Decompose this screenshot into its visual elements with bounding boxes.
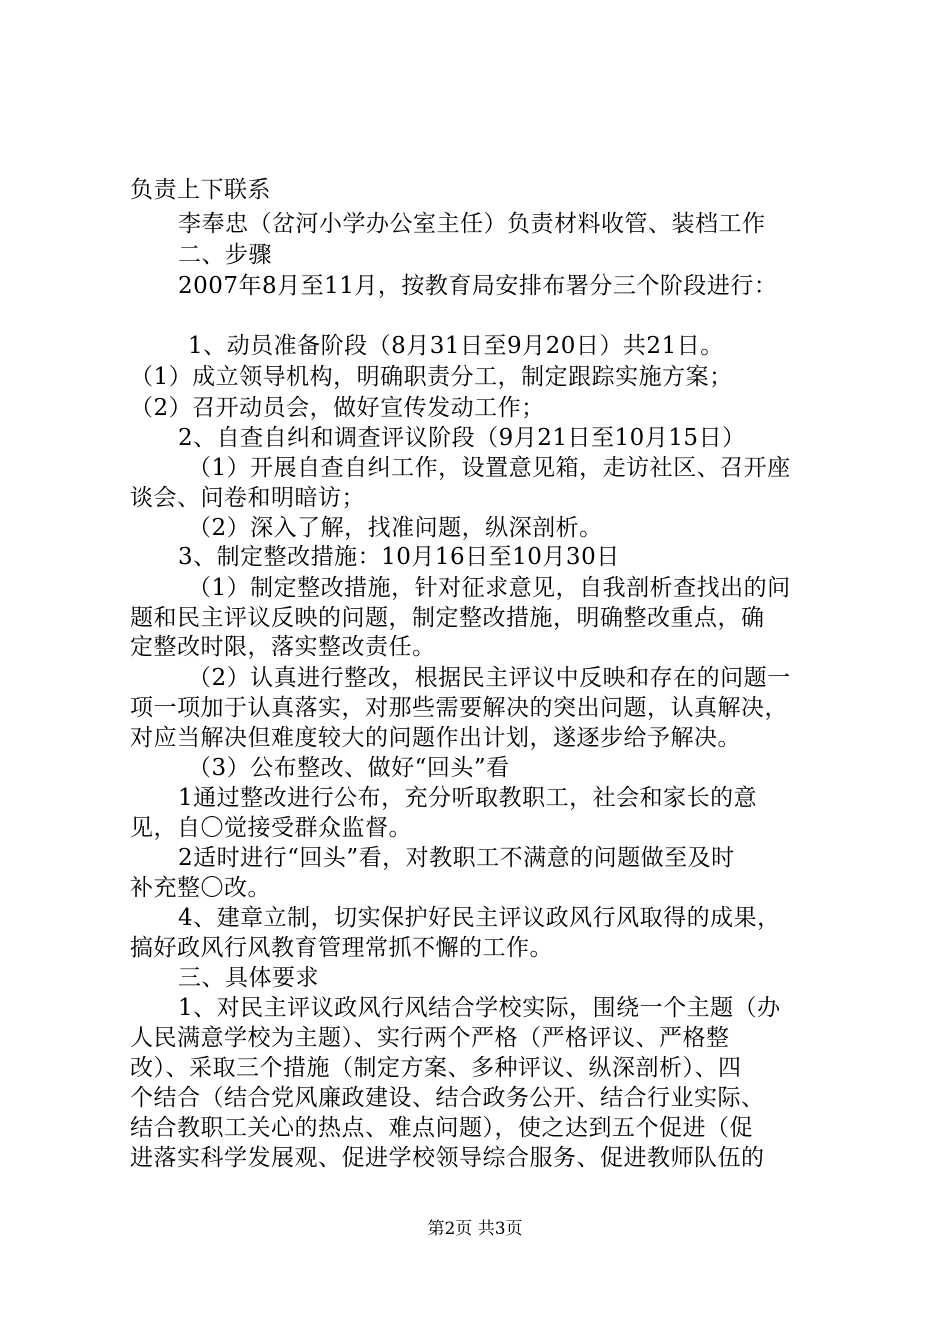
text-line: 搞好政风行风教育管理常抓不懈的工作。 <box>130 935 553 961</box>
text-line: 补充整〇改。 <box>130 875 271 901</box>
text-line: 1通过整改进行公布，充分听取教职工，社会和家长的意 <box>178 785 758 811</box>
text-line: 负责上下联系 <box>130 177 271 203</box>
text-line: 见，自〇觉接受群众监督。 <box>130 815 412 841</box>
text-line: 1、动员准备阶段（8月31日至9月20日）共21日。 <box>188 333 724 359</box>
text-line: 对应当解决但难度较大的问题作出计划，遂逐步给予解决。 <box>130 725 741 751</box>
text-line: （1）成立领导机构，明确职责分工，制定跟踪实施方案； <box>130 364 733 390</box>
text-line: （2）召开动员会，做好宣传发动工作； <box>130 395 545 421</box>
text-line: 1、对民主评议政风行风结合学校实际，围绕一个主题（办 <box>178 995 781 1021</box>
text-line: 2适时进行“回头”看，对教职工不满意的问题做至及时 <box>178 845 735 871</box>
text-line: 题和民主评议反映的问题，制定整改措施，明确整改重点，确 <box>130 605 765 631</box>
text-line: 人民满意学校为主题）、实行两个严格（严格评议、严格整 <box>130 1025 730 1051</box>
section-heading: 二、步骤 <box>178 242 272 268</box>
text-line: 定整改时限，落实整改责任。 <box>130 634 436 660</box>
text-line: 李奉忠（岔河小学办公室主任）负责材料收管、装档工作 <box>178 211 766 237</box>
section-heading: 三、具体要求 <box>178 965 319 991</box>
text-line: 改）、采取三个措施（制定方案、多种评议、纵深剖析）、四 <box>130 1055 742 1081</box>
text-line: （3）公布整改、做好“回头”看 <box>188 755 510 781</box>
text-line: 4、建章立制，切实保护好民主评议政风行风取得的成果， <box>178 905 781 931</box>
text-line: 2、自查自纠和调查评议阶段（9月21日至10月15日） <box>178 425 746 451</box>
text-line: 个结合（结合党风廉政建设、结合政务公开、结合行业实际、 <box>130 1085 765 1111</box>
text-line: 3、制定整改措施：10月16日至10月30日 <box>178 544 620 570</box>
text-line: 结合教职工关心的热点、难点问题），使之达到五个促进（促 <box>130 1115 753 1141</box>
text-line: （1）制定整改措施，针对征求意见，自我剖析查找出的问 <box>188 575 791 601</box>
text-line: 谈会、问卷和明暗访； <box>130 485 365 511</box>
text-line: 进落实科学发展观、促进学校领导综合服务、促进教师队伍的 <box>130 1145 765 1171</box>
page-number-footer: 第2页 共3页 <box>427 1219 523 1239</box>
text-line: （1）开展自查自纠工作，设置意见箱，走访社区、召开座 <box>188 455 791 481</box>
text-line: 2007年8月至11月，按教育局安排布署分三个阶段进行： <box>178 273 778 299</box>
text-line: （2）深入了解，找准问题，纵深剖析。 <box>188 515 603 541</box>
text-line: （2）认真进行整改，根据民主评议中反映和存在的问题一 <box>188 665 791 691</box>
text-line: 项一项加于认真落实，对那些需要解决的突出问题，认真解决， <box>130 695 788 721</box>
